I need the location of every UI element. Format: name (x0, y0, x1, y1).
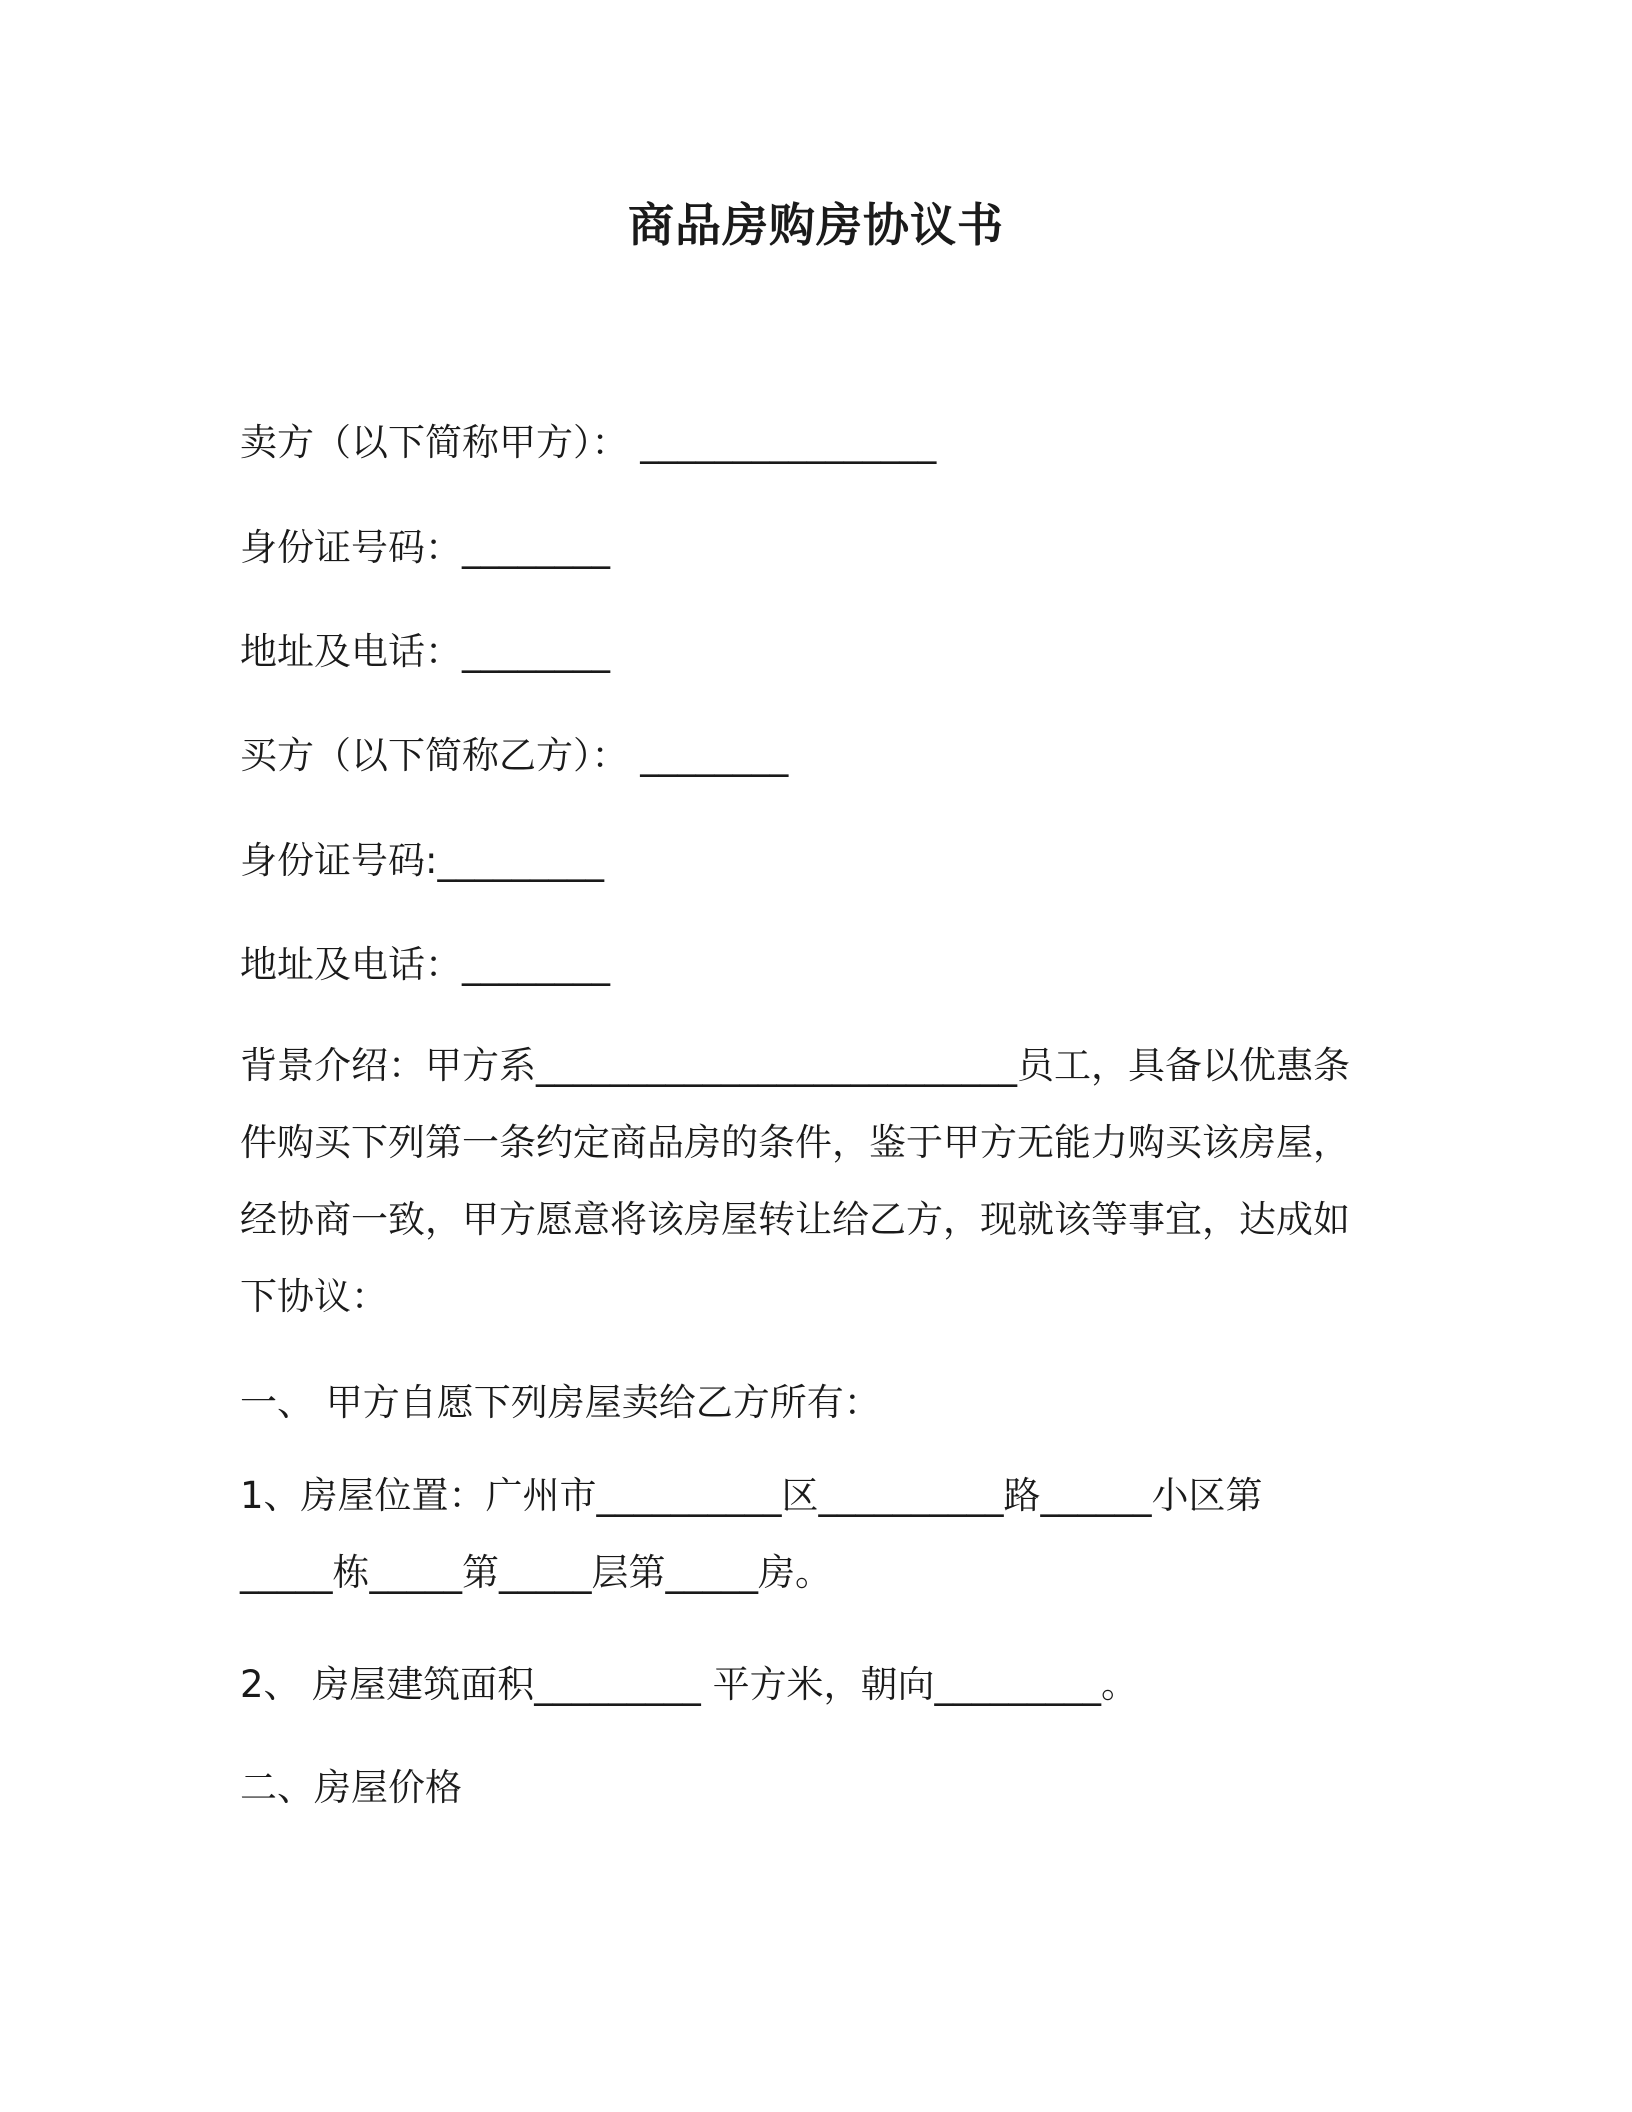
seller-id-field: 身份证号码：________ (240, 526, 610, 569)
background-line: 背景介绍：甲方系__________________________员工，具备以优惠条 (240, 1044, 1350, 1087)
buyer-id-field: 身份证号码:_________ (240, 839, 604, 882)
section-2-heading: 二、房屋价格 (240, 1766, 462, 1809)
background-line: 件购买下列第一条约定商品房的条件，鉴于甲方无能力购买该房屋， (240, 1121, 1350, 1164)
background-line: 经协商一致，甲方愿意将该房屋转让给乙方，现就该等事宜，达成如 (240, 1198, 1350, 1241)
background-line: 下协议： (240, 1275, 388, 1318)
item-1-line: 1、房屋位置：广州市__________区__________路______小区第 (240, 1474, 1263, 1517)
section-1-heading: 一、 甲方自愿下列房屋卖给乙方所有： (240, 1381, 881, 1424)
background-paragraph (240, 1027, 1380, 1335)
item-1-line: _____栋_____第_____层第_____房。 (240, 1551, 832, 1594)
document-title: 商品房购房协议书 (628, 198, 1004, 252)
buyer-field: 买方（以下简称乙方）： ________ (240, 734, 789, 777)
item-2-line: 2、 房屋建筑面积_________ 平方米，朝向_________。 (240, 1663, 1139, 1706)
seller-field: 卖方（以下简称甲方）： ________________ (240, 421, 937, 464)
buyer-address-field: 地址及电话：________ (240, 943, 610, 986)
seller-address-field: 地址及电话：________ (240, 630, 610, 673)
item-1-paragraph (240, 1457, 1380, 1611)
